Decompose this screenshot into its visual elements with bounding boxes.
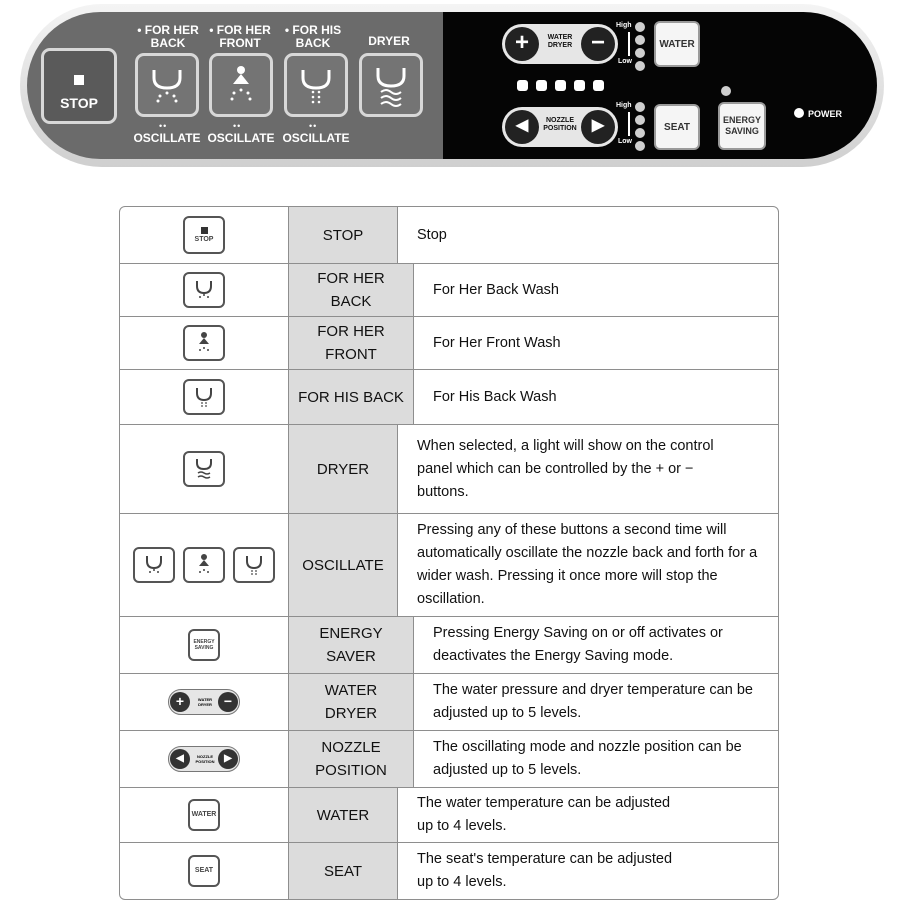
icon-cell — [120, 317, 288, 369]
water-level-light — [635, 35, 645, 45]
stop-button-label: STOP — [60, 95, 98, 111]
function-name: WATER — [288, 788, 398, 842]
water-dryer-icon: + WATER DRYER − — [168, 689, 240, 715]
energy-saving-button[interactable]: ENERGY SAVING — [718, 102, 766, 150]
power-label: POWER — [808, 109, 843, 119]
stop-button[interactable] — [41, 48, 117, 124]
his-back-button[interactable] — [284, 53, 348, 117]
seat-level-light — [635, 128, 645, 138]
function-description: For His Back Wash — [433, 388, 557, 405]
function-description: For Her Front Wash — [433, 334, 561, 351]
high-label: High — [616, 102, 632, 109]
his-back-icon — [233, 547, 275, 583]
level-bar — [628, 32, 630, 56]
his-back-top-label: • FOR HIS BACK — [284, 23, 342, 50]
table-row — [120, 616, 778, 673]
level-indicator-dot — [517, 80, 528, 91]
dryer-top-label: DRYER — [368, 34, 410, 48]
plus-button[interactable]: + — [505, 27, 539, 61]
table-row — [120, 207, 778, 263]
table-row — [120, 730, 778, 787]
water-dryer-icon-label: WATER DRYER — [197, 697, 213, 707]
oscillate-label: OSCILLATE — [207, 131, 275, 145]
function-name: STOP — [288, 207, 398, 263]
seat-level-light — [635, 141, 645, 151]
table-row — [120, 369, 778, 424]
water-icon-label: WATER — [191, 811, 217, 818]
seat-button[interactable]: SEAT — [654, 104, 700, 150]
function-description: Pressing Energy Saving on or off activates or deactivates the Energy Saving mode. — [433, 625, 723, 664]
function-description: Pressing any of these buttons a second time will automatically oscillate the nozzle back and forth for a wider wash. Pressing it once more will stop the oscillation. — [417, 522, 758, 607]
function-name: DRYER — [288, 425, 398, 513]
function-description: The oscillating mode and nozzle position can be adjusted up to 5 levels. — [433, 739, 742, 778]
her-back-icon — [183, 272, 225, 308]
level-indicator-dot — [555, 80, 566, 91]
function-description: When selected, a light will show on the control panel which can be controlled by the + or − buttons. — [417, 437, 714, 500]
water-icon — [188, 799, 220, 831]
her-back-top-label: • FOR HER BACK — [137, 23, 199, 50]
his-back-icon — [183, 379, 225, 415]
icon-cell — [120, 674, 288, 730]
water-level-light — [635, 61, 645, 71]
table-row — [120, 263, 778, 316]
water-level-light — [635, 48, 645, 58]
energy-saving-icon-label: ENERGY SAVING — [193, 639, 215, 651]
dryer-icon — [183, 451, 225, 487]
nozzle-icon-label: NOZZLE POSITION — [195, 754, 215, 764]
right-arrow-button[interactable]: ▶ — [581, 110, 615, 144]
seat-icon-label: SEAT — [194, 867, 214, 874]
level-bar — [628, 112, 630, 136]
her-back-icon — [133, 547, 175, 583]
icon-cell — [120, 425, 288, 513]
seat-icon — [188, 855, 220, 887]
seat-level-light — [635, 115, 645, 125]
oscillate-dots: •• — [309, 121, 318, 131]
function-description: The seat's temperature can be adjusted up to 4 levels. — [417, 851, 673, 890]
her-back-icon — [138, 56, 196, 114]
function-name: OSCILLATE — [288, 514, 398, 616]
icon-cell — [120, 843, 288, 899]
table-row — [120, 513, 778, 616]
table-row — [120, 673, 778, 730]
water-button[interactable]: WATER — [654, 21, 700, 67]
function-table — [119, 206, 779, 900]
icon-cell — [120, 264, 288, 316]
oscillate-dots: •• — [233, 121, 242, 131]
stop-icon-label: STOP — [194, 235, 214, 243]
function-name: FOR HER FRONT — [288, 317, 414, 369]
table-row — [120, 842, 778, 899]
nozzle-position-control — [502, 107, 618, 147]
icon-cell — [120, 788, 288, 842]
nozzle-position-icon: ◀ NOZZLE POSITION ▶ — [168, 746, 240, 772]
function-description: For Her Back Wash — [433, 281, 559, 298]
table-row — [120, 424, 778, 513]
icon-cell — [120, 514, 288, 616]
level-indicator-dot — [593, 80, 604, 91]
energy-saving-icon — [188, 629, 220, 661]
function-name: FOR HER BACK — [288, 264, 414, 316]
his-back-icon — [287, 56, 345, 114]
minus-button[interactable]: − — [581, 27, 615, 61]
her-front-button[interactable] — [209, 53, 273, 117]
her-front-icon — [183, 547, 225, 583]
water-level-light — [635, 22, 645, 32]
power-light — [794, 108, 804, 118]
stop-square-icon — [74, 75, 84, 85]
low-label: Low — [618, 58, 632, 65]
icon-cell — [120, 207, 288, 263]
function-name: FOR HIS BACK — [288, 370, 414, 424]
water-dryer-pill-label: WATER DRYER — [547, 34, 573, 49]
nozzle-pill-label: NOZZLE POSITION — [543, 117, 577, 132]
oscillate-dots: •• — [159, 121, 168, 131]
her-front-icon — [183, 325, 225, 361]
seat-level-light — [635, 102, 645, 112]
left-arrow-button[interactable]: ◀ — [505, 110, 539, 144]
water-dryer-control — [502, 24, 618, 64]
low-label: Low — [618, 138, 632, 145]
her-front-icon — [212, 56, 270, 114]
table-row — [120, 787, 778, 842]
function-name: SEAT — [288, 843, 398, 899]
level-indicator-dot — [574, 80, 585, 91]
function-name: NOZZLE POSITION — [288, 731, 414, 787]
high-label: High — [616, 22, 632, 29]
oscillate-label: OSCILLATE — [133, 131, 201, 145]
oscillate-label: OSCILLATE — [282, 131, 350, 145]
icon-cell — [120, 617, 288, 673]
function-description: The water pressure and dryer temperature can be adjusted up to 5 levels. — [433, 682, 753, 721]
dryer-button[interactable] — [359, 53, 423, 117]
function-description: Stop — [417, 226, 447, 243]
function-name: ENERGY SAVER — [288, 617, 414, 673]
her-back-button[interactable] — [135, 53, 199, 117]
function-name: WATER DRYER — [288, 674, 414, 730]
function-description: The water temperature can be adjusted up to 4 levels. — [417, 795, 671, 834]
energy-saving-light — [721, 86, 731, 96]
level-indicator-dot — [536, 80, 547, 91]
icon-cell — [120, 731, 288, 787]
icon-cell — [120, 370, 288, 424]
control-panel — [20, 4, 884, 167]
table-row — [120, 316, 778, 369]
her-front-top-label: • FOR HER FRONT — [209, 23, 271, 50]
stop-icon — [183, 216, 225, 254]
dryer-icon — [362, 56, 420, 114]
